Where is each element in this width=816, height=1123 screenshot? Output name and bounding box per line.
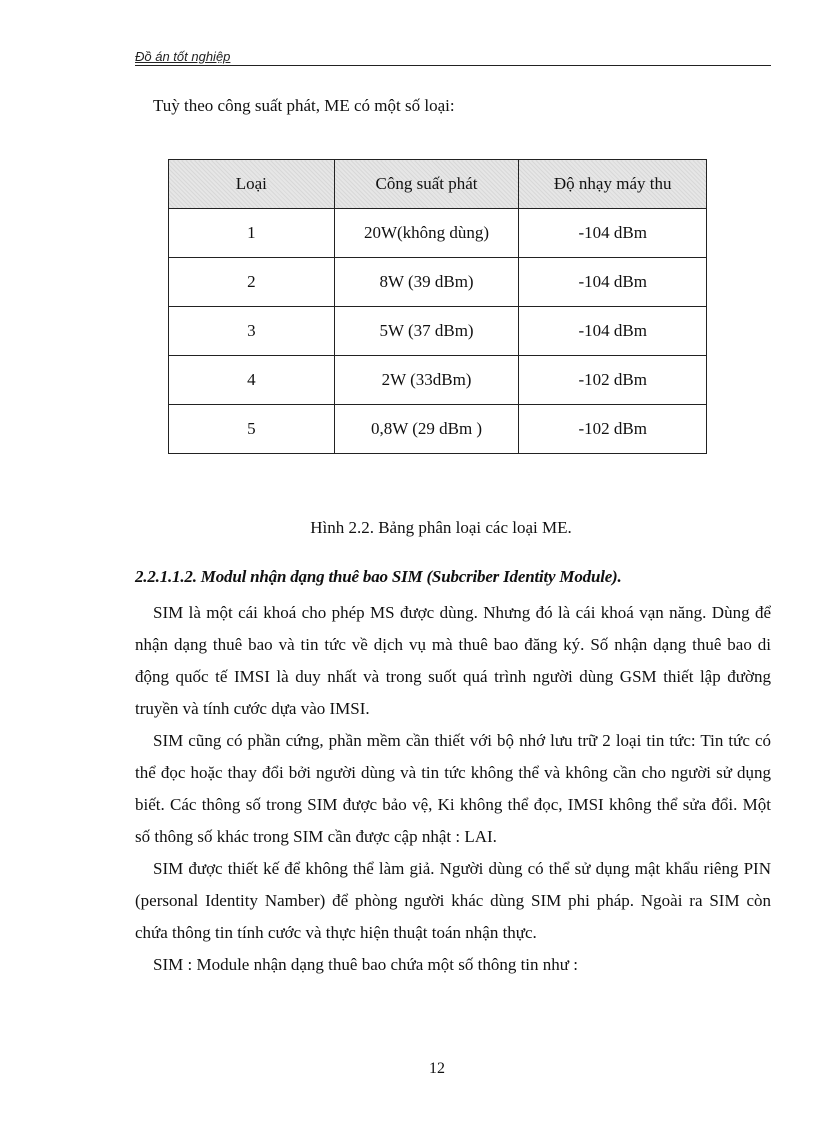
table-cell: 4: [169, 356, 335, 405]
paragraph: SIM được thiết kế để không thể làm giả. Người dùng có thể sử dụng mật khẩu riêng PIN (personal Identity Namber) để phòng người khác dùng SIM phi pháp. Ngoài ra SIM còn chứa thông tin tính cước và thực hiện thuật toán nhận thực.: [135, 859, 771, 942]
paragraph: SIM cũng có phần cứng, phần mềm cần thiết với bộ nhớ lưu trữ 2 loại tin tức: Tin tức có thể đọc hoặc thay đổi bởi người dùng và tin tức không thể và không cần cho người sử dụng biết. Các thông số trong SIM được bảo vệ, Ki không thể đọc, IMSI không thể sửa đổi. Một số thông số khác trong SIM cần được cập nhật : LAI.: [135, 731, 771, 846]
table-cell: 1: [169, 209, 335, 258]
table-header-cell: Loại: [169, 160, 335, 209]
page-header: [135, 46, 771, 66]
table-cell: 5: [169, 405, 335, 454]
table-cell: 2W (33dBm): [334, 356, 519, 405]
table-row: [169, 209, 707, 258]
page-number: 12: [429, 1060, 445, 1077]
table-cell: 3: [169, 307, 335, 356]
table-cell: 0,8W (29 dBm ): [334, 405, 519, 454]
header-title: Đồ án tốt nghiệp: [135, 49, 231, 64]
table-cell: 2: [169, 258, 335, 307]
body-text: [135, 597, 771, 981]
table-cell: -104 dBm: [519, 258, 707, 307]
section-heading: 2.2.1.1.2. Modul nhận dạng thuê bao SIM (Subcriber Identity Module).: [135, 567, 622, 586]
paragraph: SIM là một cái khoá cho phép MS được dùng. Nhưng đó là cái khoá vạn năng. Dùng để nhận dạng thuê bao và tin tức về dịch vụ mà thuê bao đăng ký. Số nhận dạng thuê bao di động quốc tế IMSI là duy nhất và trong suốt quá trình người dùng GSM thiết lập đường truyền và tính cước dựa vào IMSI.: [135, 603, 771, 718]
table-row: [169, 258, 707, 307]
table-header-row: [169, 160, 707, 209]
table-cell: -104 dBm: [519, 307, 707, 356]
table-caption: Hình 2.2. Bảng phân loại các loại ME.: [310, 518, 572, 537]
me-types-table: [168, 159, 707, 454]
table-cell: 20W(không dùng): [334, 209, 519, 258]
table-cell: -104 dBm: [519, 209, 707, 258]
table-cell: -102 dBm: [519, 405, 707, 454]
table-header-cell: Độ nhạy máy thu: [519, 160, 707, 209]
table-cell: -102 dBm: [519, 356, 707, 405]
table-cell: 8W (39 dBm): [334, 258, 519, 307]
intro-text: Tuỳ theo công suất phát, ME có một số loại:: [153, 96, 455, 115]
table-row: [169, 405, 707, 454]
paragraph: SIM : Module nhận dạng thuê bao chứa một số thông tin như :: [153, 955, 578, 974]
table-row: [169, 307, 707, 356]
table-row: [169, 356, 707, 405]
table-header-cell: Công suất phát: [334, 160, 519, 209]
table-cell: 5W (37 dBm): [334, 307, 519, 356]
